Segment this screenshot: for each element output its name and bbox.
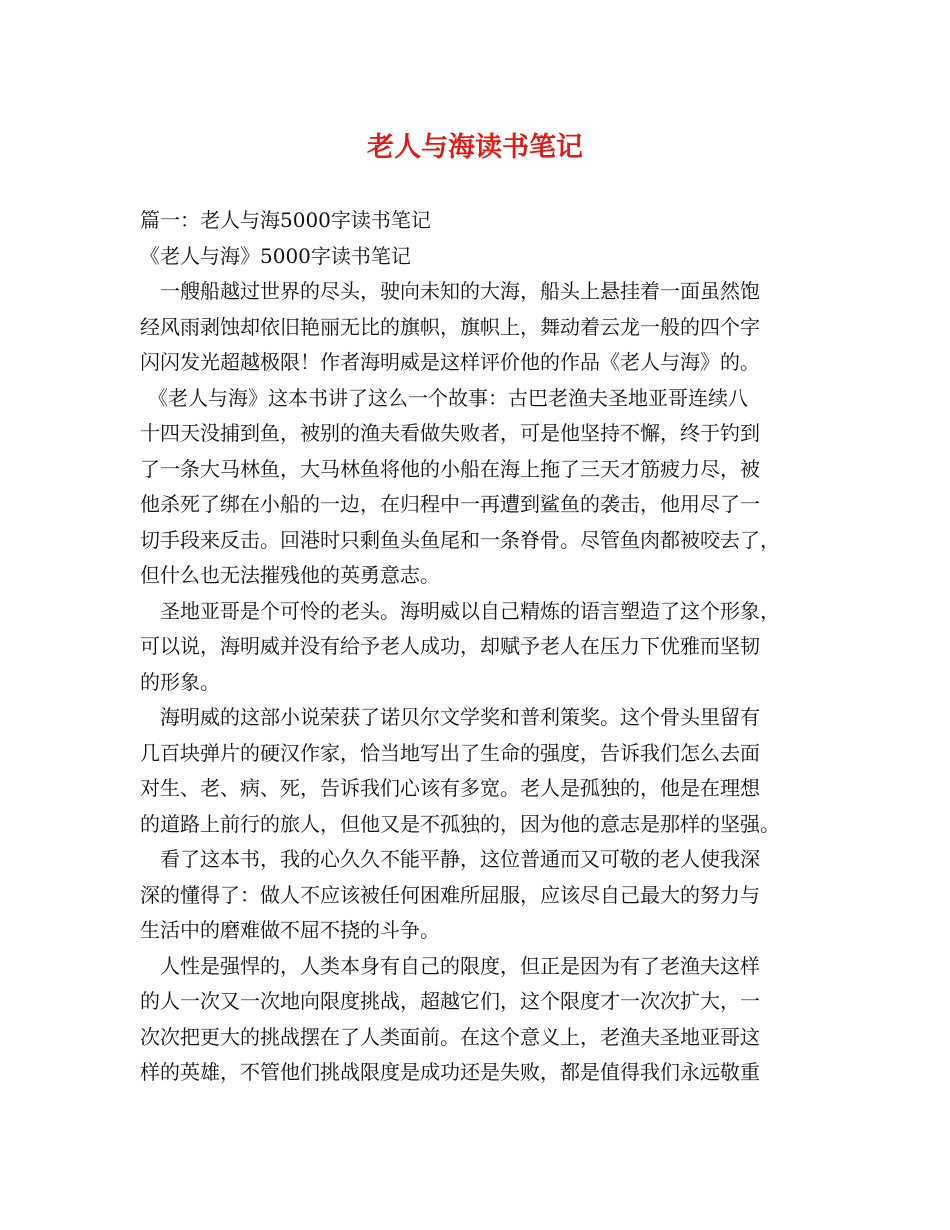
body-line: 人性是强悍的，人类本身有自己的限度，但正是因为有了老渔夫这样 bbox=[160, 953, 760, 978]
body-line: 篇一：老人与海5000字读书笔记 bbox=[140, 208, 431, 232]
body-line: 的形象。 bbox=[140, 669, 220, 694]
body-line: 几百块弹片的硬汉作家，恰当地写出了生命的强度，告诉我们怎么去面 bbox=[140, 740, 760, 765]
body-line: 次次把更大的挑战摆在了人类面前。在这个意义上，老渔夫圣地亚哥这 bbox=[140, 1024, 760, 1049]
body-line: 十四天没捕到鱼，被别的渔夫看做失败者，可是他坚持不懈，终于钓到 bbox=[140, 421, 760, 445]
body-line: 对生、老、病、死，告诉我们心该有多宽。老人是孤独的，他是在理想 bbox=[140, 776, 760, 800]
body-line: 样的英雄，不管他们挑战限度是成功还是失败，都是值得我们永远敬重 bbox=[140, 1060, 760, 1084]
body-line: 的道路上前行的旅人，但他又是不孤独的，因为他的意志是那样的坚强。 bbox=[140, 811, 780, 836]
body-line: 深的懂得了：做人不应该被任何困难所屈服，应该尽自己最大的努力与 bbox=[140, 882, 760, 907]
body-line: 圣地亚哥是个可怜的老头。海明威以自己精炼的语言塑造了这个形象， bbox=[160, 598, 780, 623]
document-title: 老人与海读书笔记 bbox=[367, 132, 583, 163]
body-line: 《老人与海》这本书讲了这么一个故事：古巴老渔夫圣地亚哥连续八 bbox=[148, 385, 748, 410]
body-line: 的人一次又一次地向限度挑战，超越它们，这个限度才一次次扩大，一 bbox=[140, 989, 760, 1013]
body-line: 了一条大马林鱼，大马林鱼将他的小船在海上拖了三天才筋疲力尽，被 bbox=[140, 456, 760, 481]
body-line: 闪闪发光超越极限！作者海明威是这样评价他的作品《老人与海》的。 bbox=[140, 350, 760, 374]
body-line: 但什么也无法摧残他的英勇意志。 bbox=[140, 563, 440, 587]
document-body bbox=[140, 203, 820, 1091]
body-line: 一艘船越过世界的尽头，驶向未知的大海，船头上悬挂着一面虽然饱 bbox=[160, 279, 760, 303]
body-line: 他杀死了绑在小船的一边，在归程中一再遭到鲨鱼的袭击，他用尽了一 bbox=[140, 492, 760, 516]
body-line: 生活中的磨难做不屈不挠的斗争。 bbox=[140, 918, 440, 942]
body-line: 《老人与海》5000字读书笔记 bbox=[140, 243, 411, 268]
body-line: 海明威的这部小说荣获了诺贝尔文学奖和普利策奖。这个骨头里留有 bbox=[160, 705, 760, 729]
body-line: 经风雨剥蚀却依旧艳丽无比的旗帜，旗帜上，舞动着云龙一般的四个字 bbox=[140, 314, 760, 339]
body-line: 看了这本书，我的心久久不能平静，这位普通而又可敬的老人使我深 bbox=[160, 847, 760, 871]
body-line: 切手段来反击。回港时只剩鱼头鱼尾和一条脊骨。尽管鱼肉都被咬去了， bbox=[140, 527, 780, 552]
body-line: 可以说，海明威并没有给予老人成功，却赋予老人在压力下优雅而坚韧 bbox=[140, 634, 760, 658]
